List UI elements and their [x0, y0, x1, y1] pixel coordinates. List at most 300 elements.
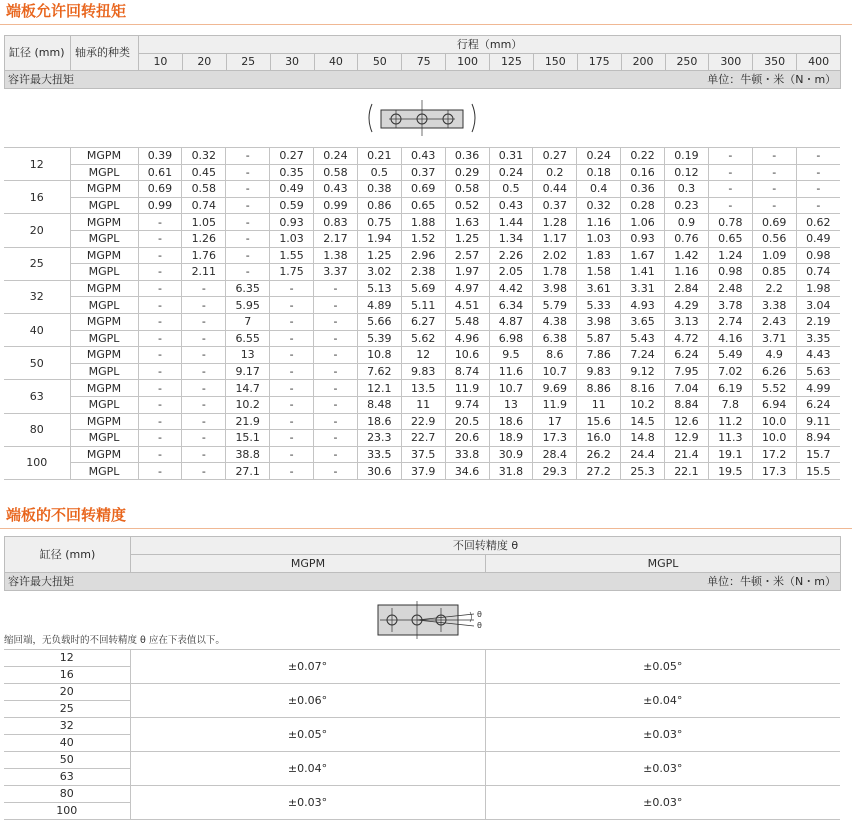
torque-value-cell: - — [138, 363, 182, 380]
table-row — [4, 214, 840, 231]
torque-value-cell: 2.26 — [489, 247, 533, 264]
torque-value-cell: 0.29 — [445, 164, 489, 181]
torque-value-cell: - — [752, 148, 796, 165]
torque-value-cell: 34.6 — [445, 463, 489, 480]
torque-value-cell: 9.11 — [796, 413, 840, 430]
torque-value-cell: 10.8 — [357, 347, 401, 364]
torque-value-cell: 1.75 — [270, 264, 314, 281]
torque-value-cell: 0.78 — [708, 214, 752, 231]
torque-value-cell: 1.42 — [665, 247, 709, 264]
table-row — [4, 230, 840, 247]
torque-value-cell: 0.44 — [533, 181, 577, 198]
bearing-type-cell: MGPM — [70, 446, 138, 463]
mgpm-accuracy-cell: ±0.07° — [130, 650, 485, 684]
torque-value-cell: 1.78 — [533, 264, 577, 281]
torque-value-cell: 0.58 — [314, 164, 358, 181]
torque-value-cell: 5.49 — [708, 347, 752, 364]
torque-value-cell: 0.21 — [357, 148, 401, 165]
torque-value-cell: 0.43 — [401, 148, 445, 165]
torque-value-cell: 2.38 — [401, 264, 445, 281]
torque-value-cell: 13 — [226, 347, 270, 364]
bearing-type-cell: MGPM — [70, 148, 138, 165]
torque-value-cell: 24.4 — [621, 446, 665, 463]
torque-value-cell: 16.0 — [577, 430, 621, 447]
torque-value-cell: 0.23 — [665, 197, 709, 214]
torque-value-cell: 2.02 — [533, 247, 577, 264]
table-row — [4, 280, 840, 297]
table-row — [4, 181, 840, 198]
torque-value-cell: - — [138, 297, 182, 314]
torque-value-cell: 18.6 — [489, 413, 533, 430]
torque-value-cell: 8.6 — [533, 347, 577, 364]
torque-value-cell: 1.34 — [489, 230, 533, 247]
bearing-type-cell: MGPM — [70, 214, 138, 231]
torque-value-cell: 4.72 — [665, 330, 709, 347]
torque-value-cell: 2.19 — [796, 313, 840, 330]
stroke-cell: 20 — [182, 54, 226, 71]
torque-value-cell: 1.16 — [665, 264, 709, 281]
torque-value-cell: 7.04 — [665, 380, 709, 397]
torque-value-cell: 0.24 — [577, 148, 621, 165]
torque-value-cell: 3.37 — [314, 264, 358, 281]
torque-value-cell: - — [270, 363, 314, 380]
torque-value-cell: - — [708, 164, 752, 181]
torque-value-cell: 1.76 — [182, 247, 226, 264]
torque-value-cell: - — [182, 297, 226, 314]
torque-value-cell: 2.84 — [665, 280, 709, 297]
torque-value-cell: 12.6 — [665, 413, 709, 430]
torque-value-cell: 5.87 — [577, 330, 621, 347]
stroke-cell: 200 — [621, 54, 665, 71]
torque-value-cell: 5.69 — [401, 280, 445, 297]
stroke-header: 行程（mm） — [139, 36, 841, 54]
torque-value-cell: 0.31 — [489, 148, 533, 165]
torque-value-cell: 0.65 — [708, 230, 752, 247]
torque-value-cell: 0.18 — [577, 164, 621, 181]
torque-value-cell: 0.5 — [357, 164, 401, 181]
theta-symbol-1: θ — [477, 610, 482, 619]
torque-value-cell: 0.28 — [621, 197, 665, 214]
torque-value-cell: 6.38 — [533, 330, 577, 347]
torque-value-cell: 5.43 — [621, 330, 665, 347]
torque-value-cell: 0.36 — [621, 181, 665, 198]
table-row — [4, 430, 840, 447]
torque-value-cell: 2.17 — [314, 230, 358, 247]
torque-value-cell: - — [314, 413, 358, 430]
torque-value-cell: 6.24 — [665, 347, 709, 364]
torque-value-cell: - — [138, 463, 182, 480]
bearing-type-cell: MGPL — [70, 230, 138, 247]
stroke-cell: 250 — [665, 54, 709, 71]
torque-value-cell: 4.93 — [621, 297, 665, 314]
accuracy-note: 缩回端，无负载时的不回转精度 θ 应在下表值以下。 — [4, 635, 225, 646]
torque-value-cell: 0.99 — [138, 197, 182, 214]
torque-value-cell: - — [796, 197, 840, 214]
table-row — [4, 148, 840, 165]
torque-value-cell: 18.9 — [489, 430, 533, 447]
bearing-type-cell: MGPL — [70, 297, 138, 314]
torque-value-cell: 37.5 — [401, 446, 445, 463]
torque-value-cell: 12.1 — [357, 380, 401, 397]
torque-value-cell: 2.96 — [401, 247, 445, 264]
torque-value-cell: - — [226, 181, 270, 198]
torque-value-cell: 27.1 — [226, 463, 270, 480]
table-row — [4, 347, 840, 364]
torque-value-cell: 9.69 — [533, 380, 577, 397]
torque-value-cell: 0.5 — [489, 181, 533, 198]
torque-value-cell: 10.0 — [752, 413, 796, 430]
torque-value-cell: 0.52 — [445, 197, 489, 214]
torque-value-cell: - — [314, 330, 358, 347]
torque-value-cell: 3.98 — [533, 280, 577, 297]
torque-value-cell: 8.84 — [665, 396, 709, 413]
torque-value-cell: 0.83 — [314, 214, 358, 231]
torque-value-cell: - — [182, 280, 226, 297]
torque-value-cell: 6.35 — [226, 280, 270, 297]
stroke-cell: 10 — [139, 54, 183, 71]
torque-value-cell: 8.86 — [577, 380, 621, 397]
torque-value-cell: - — [226, 148, 270, 165]
torque-value-cell: 0.86 — [357, 197, 401, 214]
mgpl-accuracy-cell: ±0.05° — [485, 650, 840, 684]
torque-value-cell: 12.9 — [665, 430, 709, 447]
torque-value-cell: - — [270, 446, 314, 463]
torque-value-cell: 8.16 — [621, 380, 665, 397]
torque-value-cell: - — [182, 363, 226, 380]
torque-value-cell: 0.27 — [533, 148, 577, 165]
table-row — [4, 264, 840, 281]
torque-value-cell: 1.83 — [577, 247, 621, 264]
torque-value-cell: 15.5 — [796, 463, 840, 480]
torque-value-cell: 1.52 — [401, 230, 445, 247]
torque-value-cell: 0.75 — [357, 214, 401, 231]
torque-value-cell: 1.06 — [621, 214, 665, 231]
torque-value-cell: 0.32 — [182, 148, 226, 165]
torque-value-cell: 9.74 — [445, 396, 489, 413]
torque-value-cell: - — [138, 347, 182, 364]
bearing-type-cell: MGPL — [70, 363, 138, 380]
torque-value-cell: - — [270, 330, 314, 347]
torque-value-cell: - — [226, 264, 270, 281]
torque-value-cell: 0.74 — [182, 197, 226, 214]
title-underline-2 — [0, 528, 852, 529]
torque-value-cell: 0.93 — [621, 230, 665, 247]
torque-value-cell: 1.58 — [577, 264, 621, 281]
torque-value-cell: 21.4 — [665, 446, 709, 463]
torque-value-cell: - — [314, 347, 358, 364]
torque-value-cell: 0.16 — [621, 164, 665, 181]
torque-value-cell: - — [752, 181, 796, 198]
torque-value-cell: 30.9 — [489, 446, 533, 463]
torque-value-cell: - — [270, 396, 314, 413]
torque-value-cell: 37.9 — [401, 463, 445, 480]
torque-value-cell: - — [708, 181, 752, 198]
table-row — [4, 718, 840, 735]
torque-value-cell: 0.9 — [665, 214, 709, 231]
torque-value-cell: 33.8 — [445, 446, 489, 463]
torque-value-cell: 1.63 — [445, 214, 489, 231]
torque-value-cell: 19.5 — [708, 463, 752, 480]
torque-value-cell: 6.34 — [489, 297, 533, 314]
torque-value-cell: 0.12 — [665, 164, 709, 181]
torque-value-cell: 0.69 — [138, 181, 182, 198]
unit-label: 单位：牛顿・米（N・m） — [446, 71, 841, 89]
torque-value-cell: 0.62 — [796, 214, 840, 231]
torque-value-cell: 26.2 — [577, 446, 621, 463]
torque-value-cell: 12 — [401, 347, 445, 364]
torque-value-cell: 0.49 — [270, 181, 314, 198]
torque-value-cell: 1.94 — [357, 230, 401, 247]
torque-value-cell: - — [752, 197, 796, 214]
torque-value-cell: 5.63 — [796, 363, 840, 380]
bearing-type-cell: MGPM — [70, 413, 138, 430]
bearing-type-cell: MGPL — [70, 330, 138, 347]
bearing-type-cell: MGPL — [70, 463, 138, 480]
bearing-type-header: 轴承的种类 — [71, 36, 139, 71]
table-row — [4, 446, 840, 463]
table-row — [4, 463, 840, 480]
torque-value-cell: 21.9 — [226, 413, 270, 430]
bore-cell: 32 — [4, 718, 130, 735]
torque-value-cell: - — [182, 463, 226, 480]
bore-cell: 12 — [4, 650, 130, 667]
torque-value-cell: 11.6 — [489, 363, 533, 380]
bore-cell: 32 — [4, 280, 70, 313]
torque-value-cell: 0.69 — [401, 181, 445, 198]
torque-value-cell: 0.76 — [665, 230, 709, 247]
torque-value-cell: 0.24 — [489, 164, 533, 181]
torque-value-cell: - — [182, 347, 226, 364]
torque-value-cell: 1.26 — [182, 230, 226, 247]
torque-value-cell: - — [138, 230, 182, 247]
bearing-type-cell: MGPL — [70, 197, 138, 214]
torque-value-cell: - — [270, 313, 314, 330]
torque-value-cell: 1.03 — [577, 230, 621, 247]
torque-value-cell: 27.2 — [577, 463, 621, 480]
torque-value-cell: 15.6 — [577, 413, 621, 430]
torque-value-cell: 5.79 — [533, 297, 577, 314]
torque-value-cell: 18.6 — [357, 413, 401, 430]
table-row — [4, 380, 840, 397]
torque-table-header — [4, 35, 841, 89]
torque-value-cell: 20.6 — [445, 430, 489, 447]
torque-value-cell: 10.2 — [621, 396, 665, 413]
torque-value-cell: 1.16 — [577, 214, 621, 231]
bore-cell: 20 — [4, 214, 70, 247]
torque-value-cell: 0.45 — [182, 164, 226, 181]
stroke-cell: 400 — [797, 54, 841, 71]
mgpl-accuracy-cell: ±0.03° — [485, 786, 840, 820]
torque-value-cell: - — [752, 164, 796, 181]
torque-value-cell: 8.74 — [445, 363, 489, 380]
torque-value-cell: 4.97 — [445, 280, 489, 297]
stroke-cell: 75 — [402, 54, 446, 71]
bore-header: 缸径 (mm) — [5, 36, 71, 71]
torque-value-cell: 0.99 — [314, 197, 358, 214]
torque-value-cell: - — [314, 363, 358, 380]
torque-value-cell: 22.7 — [401, 430, 445, 447]
stroke-cell: 40 — [314, 54, 358, 71]
torque-value-cell: 3.02 — [357, 264, 401, 281]
torque-value-cell: - — [138, 280, 182, 297]
torque-value-cell: - — [226, 214, 270, 231]
torque-value-cell: 1.97 — [445, 264, 489, 281]
torque-value-cell: 5.11 — [401, 297, 445, 314]
torque-value-cell: 5.48 — [445, 313, 489, 330]
torque-value-cell: 38.8 — [226, 446, 270, 463]
torque-value-cell: - — [270, 430, 314, 447]
mgpm-accuracy-cell: ±0.04° — [130, 752, 485, 786]
torque-value-cell: 5.52 — [752, 380, 796, 397]
bore-cell: 20 — [4, 684, 130, 701]
bore-cell: 50 — [4, 752, 130, 769]
torque-value-cell: 3.71 — [752, 330, 796, 347]
bore-cell: 25 — [4, 247, 70, 280]
bearing-type-cell: MGPM — [70, 313, 138, 330]
torque-value-cell: 0.98 — [796, 247, 840, 264]
bore-cell: 63 — [4, 769, 130, 786]
torque-value-cell: 4.16 — [708, 330, 752, 347]
table-row — [4, 330, 840, 347]
torque-value-cell: - — [796, 164, 840, 181]
torque-value-cell: 3.13 — [665, 313, 709, 330]
torque-value-cell: 1.24 — [708, 247, 752, 264]
torque-value-cell: 0.43 — [489, 197, 533, 214]
table-row — [4, 752, 840, 769]
torque-value-cell: 0.36 — [445, 148, 489, 165]
torque-value-cell: 9.12 — [621, 363, 665, 380]
torque-value-cell: 11.3 — [708, 430, 752, 447]
torque-value-cell: 0.35 — [270, 164, 314, 181]
torque-value-cell: 1.25 — [445, 230, 489, 247]
torque-value-cell: 30.6 — [357, 463, 401, 480]
torque-value-cell: 6.19 — [708, 380, 752, 397]
torque-value-cell: - — [796, 148, 840, 165]
torque-value-cell: 0.65 — [401, 197, 445, 214]
torque-value-cell: 11 — [577, 396, 621, 413]
torque-value-cell: 11 — [401, 396, 445, 413]
torque-value-cell: - — [270, 297, 314, 314]
torque-value-cell: - — [138, 380, 182, 397]
torque-value-cell: 1.44 — [489, 214, 533, 231]
section-title-accuracy: 端板的不回转精度 — [6, 506, 127, 524]
torque-value-cell: - — [182, 313, 226, 330]
accuracy-table-body — [4, 649, 840, 820]
torque-value-cell: 9.5 — [489, 347, 533, 364]
torque-value-cell: 6.26 — [752, 363, 796, 380]
bearing-type-cell: MGPL — [70, 264, 138, 281]
bore-cell: 16 — [4, 667, 130, 684]
torque-value-cell: - — [226, 230, 270, 247]
torque-value-cell: - — [138, 396, 182, 413]
torque-value-cell: 0.61 — [138, 164, 182, 181]
torque-value-cell: 0.2 — [533, 164, 577, 181]
torque-value-cell: 3.98 — [577, 313, 621, 330]
table-row — [4, 297, 840, 314]
torque-value-cell: 10.0 — [752, 430, 796, 447]
torque-value-cell: 0.59 — [270, 197, 314, 214]
stroke-cell: 100 — [446, 54, 490, 71]
torque-value-cell: 0.58 — [182, 181, 226, 198]
max-torque-label-2: 容许最大扭矩 — [5, 573, 486, 591]
torque-value-cell: - — [796, 181, 840, 198]
torque-value-cell: 10.2 — [226, 396, 270, 413]
torque-value-cell: 1.03 — [270, 230, 314, 247]
table-row — [4, 313, 840, 330]
torque-value-cell: 4.96 — [445, 330, 489, 347]
torque-value-cell: 13.5 — [401, 380, 445, 397]
torque-value-cell: 2.48 — [708, 280, 752, 297]
torque-value-cell: 6.27 — [401, 313, 445, 330]
torque-value-cell: 10.7 — [533, 363, 577, 380]
torque-value-cell: - — [314, 463, 358, 480]
end-plate-accuracy-diagram — [370, 600, 494, 640]
bore-cell: 100 — [4, 803, 130, 820]
torque-value-cell: - — [708, 148, 752, 165]
torque-value-cell: 9.83 — [577, 363, 621, 380]
table-row — [4, 363, 840, 380]
torque-value-cell: 22.9 — [401, 413, 445, 430]
torque-value-cell: 0.37 — [533, 197, 577, 214]
torque-value-cell: 0.39 — [138, 148, 182, 165]
torque-value-cell: 5.39 — [357, 330, 401, 347]
max-torque-label: 容许最大扭矩 — [5, 71, 446, 89]
mgpm-accuracy-cell: ±0.06° — [130, 684, 485, 718]
end-plate-torque-diagram — [360, 98, 484, 138]
stroke-cell: 175 — [577, 54, 621, 71]
torque-value-cell: - — [226, 164, 270, 181]
mgpl-accuracy-cell: ±0.03° — [485, 718, 840, 752]
torque-value-cell: - — [138, 330, 182, 347]
torque-value-cell: 4.42 — [489, 280, 533, 297]
bore-cell: 80 — [4, 786, 130, 803]
torque-value-cell: 5.33 — [577, 297, 621, 314]
torque-value-cell: - — [182, 396, 226, 413]
stroke-cell: 300 — [709, 54, 753, 71]
torque-value-cell: 0.98 — [708, 264, 752, 281]
torque-value-cell: 0.74 — [796, 264, 840, 281]
torque-value-cell: 17.2 — [752, 446, 796, 463]
torque-value-cell: 29.3 — [533, 463, 577, 480]
torque-value-cell: 25.3 — [621, 463, 665, 480]
torque-value-cell: 1.38 — [314, 247, 358, 264]
torque-value-cell: 17.3 — [533, 430, 577, 447]
mgpl-accuracy-cell: ±0.03° — [485, 752, 840, 786]
torque-value-cell: - — [138, 214, 182, 231]
bearing-type-cell: MGPL — [70, 430, 138, 447]
bearing-type-cell: MGPL — [70, 396, 138, 413]
table-row — [4, 413, 840, 430]
torque-value-cell: - — [270, 413, 314, 430]
torque-value-cell: 4.51 — [445, 297, 489, 314]
torque-value-cell: 1.05 — [182, 214, 226, 231]
mgpl-header: MGPL — [486, 555, 841, 573]
torque-value-cell: 7.86 — [577, 347, 621, 364]
torque-value-cell: 0.43 — [314, 181, 358, 198]
torque-value-cell: 14.8 — [621, 430, 665, 447]
torque-value-cell: 1.28 — [533, 214, 577, 231]
torque-value-cell: - — [270, 280, 314, 297]
accuracy-header: 不回转精度 θ — [131, 537, 841, 555]
torque-value-cell: 5.62 — [401, 330, 445, 347]
torque-value-cell: 0.27 — [270, 148, 314, 165]
torque-value-cell: - — [270, 380, 314, 397]
torque-value-cell: 1.55 — [270, 247, 314, 264]
torque-value-cell: 15.1 — [226, 430, 270, 447]
torque-value-cell: 4.38 — [533, 313, 577, 330]
torque-value-cell: 9.17 — [226, 363, 270, 380]
torque-value-cell: - — [270, 463, 314, 480]
